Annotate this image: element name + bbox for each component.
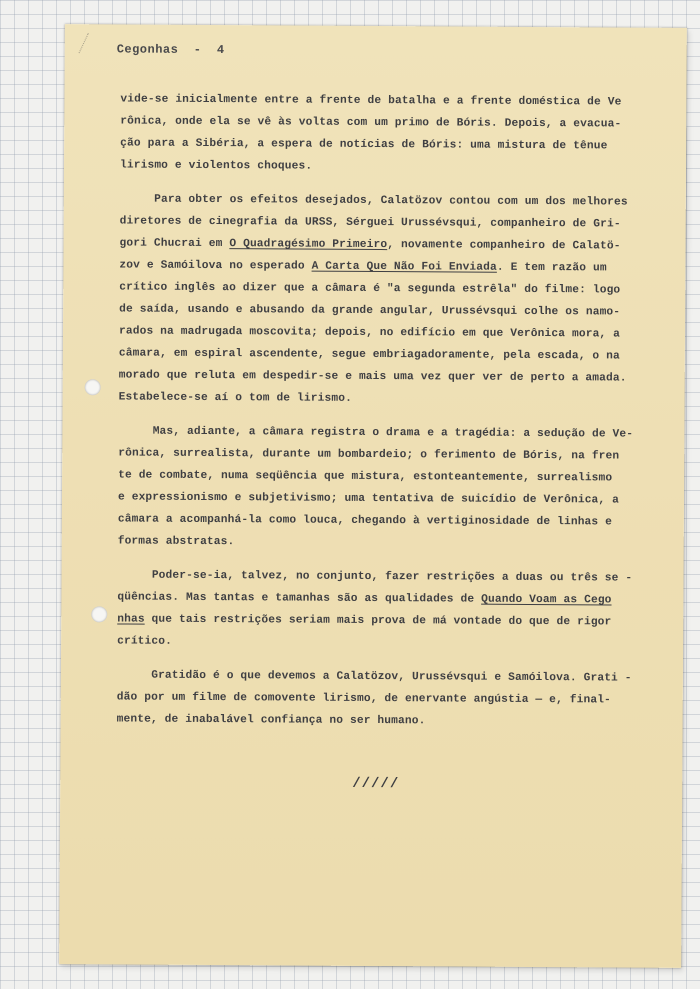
film-title: Quando Voam as Cego xyxy=(481,593,612,607)
text-segment: Estabelece-se aí o tom de lirismo. xyxy=(118,391,353,405)
text-line xyxy=(120,154,665,179)
punch-hole xyxy=(91,606,107,622)
text-segment: lirismo e violentos choques. xyxy=(119,159,313,173)
text-segment: crítico inglês ao dizer que a câmara é "a segunda estrêla" do filme: logo xyxy=(119,281,621,297)
text-segment: . E tem razão um xyxy=(496,261,607,275)
text-segment: câmara a acompanhá-la como louca, chegando à vertiginosidade de linhas e xyxy=(117,513,613,529)
typewritten-page xyxy=(59,24,687,968)
text-segment: qüências. Mas tantas e tamanhas são as qualidades de xyxy=(117,591,482,606)
text-segment: formas abstratas. xyxy=(117,535,235,549)
text-segment: Para obter os efeitos desejados, Calatözov contou com um dos melhores xyxy=(119,193,628,209)
text-segment: ção para a Sibéria, a espera de notícias de Bóris: uma mistura de tênue xyxy=(120,137,608,153)
text-line xyxy=(119,386,664,411)
text-line xyxy=(118,530,663,555)
text-segment: mente, de inabalável confiança no ser humano. xyxy=(116,713,426,728)
text-segment: , novamente companheiro de Calatö- xyxy=(387,239,621,253)
text-segment: morado que reluta em despedir-se e mais uma vez quer ver de perto a amada. xyxy=(118,369,627,385)
text-line xyxy=(117,708,662,733)
film-title: A Carta Que Não Foi Enviada xyxy=(311,260,497,274)
text-segment: zov e Samóilova no esperado xyxy=(119,259,312,273)
text-line xyxy=(117,608,662,633)
end-mark: ///// xyxy=(352,775,400,793)
film-title: O Quadragésimo Primeiro xyxy=(229,238,388,252)
film-title: nhas xyxy=(117,613,145,626)
punch-hole xyxy=(85,379,101,395)
text-segment: e expressionismo e subjetivismo; uma tentativa de suicídio de Verônica, a xyxy=(117,491,620,507)
text-segment: gori Chucrai em xyxy=(119,237,230,251)
text-segment: Poder-se-ia, talvez, no conjunto, fazer restrições a duas ou três se - xyxy=(117,569,633,585)
text-segment: dão por um filme de comovente lirismo, de enervante angústia — e, final- xyxy=(116,691,611,707)
body-text xyxy=(117,88,666,733)
pencil-mark xyxy=(79,33,98,58)
text-segment: rônica, onde ela se vê às voltas com um primo de Bóris. Depois, a evacua- xyxy=(120,115,622,131)
text-segment: diretores de cinegrafia da URSS, Sérguei Urussévsqui, companheiro de Gri- xyxy=(119,215,621,231)
text-segment: Mas, adiante, a câmara registra o drama e a tragédia: a sedução de Ve- xyxy=(118,425,634,441)
text-segment: câmara, em espiral ascendente, segue embriagadoramente, pela escada, o na xyxy=(118,347,620,363)
text-segment: rônica, surrealista, durante um bombardeio; o ferimento de Bóris, na fren xyxy=(118,447,620,463)
text-segment: de saída, usando e abusando da grande angular, Urussévsqui colhe os namo- xyxy=(119,303,621,319)
text-segment: vide-se inicialmente entre a frente de batalha e a frente doméstica de Ve xyxy=(120,93,622,109)
page-header: Cegonhas - 4 xyxy=(116,42,225,58)
text-segment: crítico. xyxy=(117,635,173,648)
text-segment: te de combate, numa seqüência que mistura, estonteantemente, surrealismo xyxy=(118,469,613,485)
text-segment: que tais restrições seriam mais prova de má vontade do que de rigor xyxy=(144,613,612,629)
text-segment: rados na madrugada moscovita; depois, no edifício em que Verônica mora, a xyxy=(118,325,621,341)
text-segment: Gratidão é o que devemos a Calatözov, Urussévsqui e Samóilova. Grati - xyxy=(116,669,632,685)
